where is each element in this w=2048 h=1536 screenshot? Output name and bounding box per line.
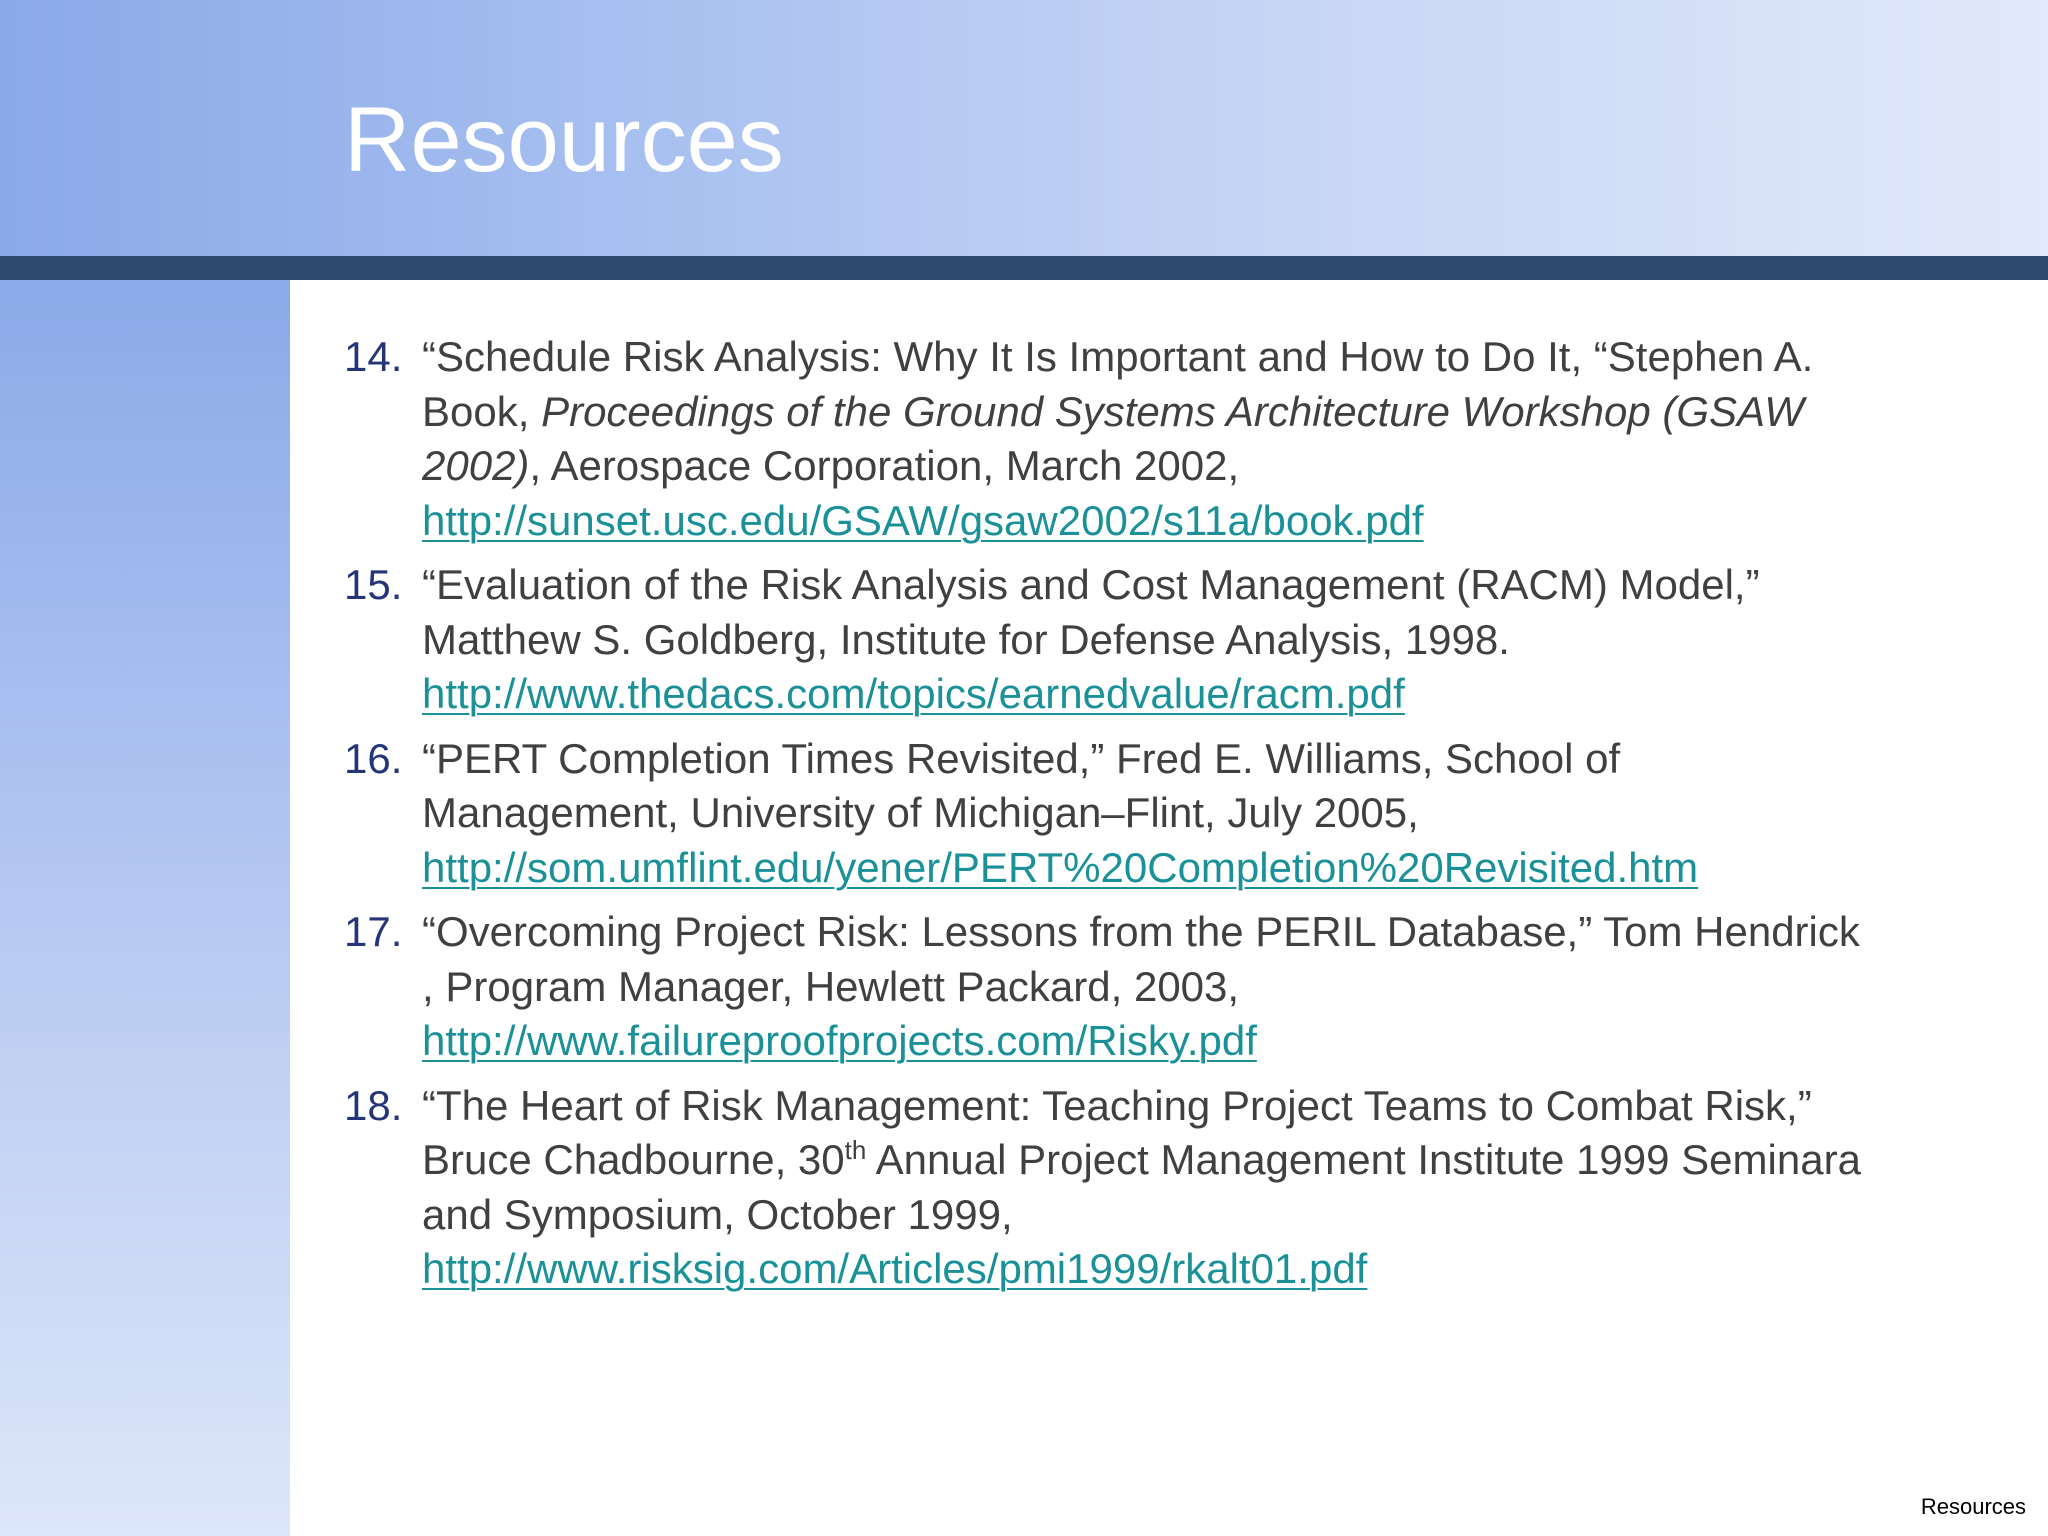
reference-text: Book, xyxy=(422,387,542,435)
reference-text: “PERT Completion Times Revisited,” Fred E. Williams, School of xyxy=(422,734,1621,782)
left-side-panel xyxy=(0,280,290,1536)
reference-item-16 xyxy=(344,732,2004,896)
reference-text: “Schedule Risk Analysis: Why It Is Important and How to Do It, “Stephen A. xyxy=(422,333,1814,380)
reference-italic-title: 2002) xyxy=(422,442,530,489)
reference-number: 18. xyxy=(344,1081,403,1129)
reference-item-18 xyxy=(344,1079,2004,1297)
header-divider-bar xyxy=(0,256,2048,280)
reference-number: 14. xyxy=(344,333,403,380)
reference-text: Management, University of Michigan–Flint, July 2005, xyxy=(422,789,1419,836)
reference-text: Bruce Chadbourne, 30 xyxy=(422,1136,845,1183)
reference-number: 17. xyxy=(344,908,403,955)
reference-item-17 xyxy=(344,905,2004,1069)
reference-text: “Overcoming Project Risk: Lessons from the PERIL Database,” Tom Hendrick xyxy=(422,908,1860,955)
reference-list xyxy=(344,330,2004,1307)
reference-number: 16. xyxy=(344,734,403,782)
reference-item-15 xyxy=(344,558,2004,722)
footer-label: Resources xyxy=(1920,1494,2026,1519)
reference-link[interactable]: http://www.thedacs.com/topics/earnedvalue/racm.pdf xyxy=(422,670,1405,717)
reference-number: 15. xyxy=(344,561,403,608)
reference-link[interactable]: http://sunset.usc.edu/GSAW/gsaw2002/s11a/book.pdf xyxy=(422,496,1424,544)
reference-text: Matthew S. Goldberg, Institute for Defense Analysis, 1998. xyxy=(422,615,1510,663)
header-band xyxy=(0,0,2048,256)
reference-link[interactable]: http://som.umflint.edu/yener/PERT%20Completion%20Revisited.htm xyxy=(422,843,1699,891)
reference-text: , Aerospace Corporation, March 2002, xyxy=(529,442,1240,489)
reference-item-14 xyxy=(344,330,2004,548)
reference-text: Annual Project Management Institute 1999 Seminara xyxy=(866,1136,1861,1183)
reference-italic-title: Proceedings of the Ground Systems Architecture Workshop (GSAW xyxy=(541,387,1804,435)
reference-link[interactable]: http://www.failureproofprojects.com/Risky.pdf xyxy=(422,1017,1257,1064)
reference-text: “The Heart of Risk Management: Teaching Project Teams to Combat Risk,” xyxy=(422,1081,1812,1129)
slide-title: Resources xyxy=(344,89,784,191)
reference-text: “Evaluation of the Risk Analysis and Cost Management (RACM) Model,” xyxy=(422,561,1760,608)
ordinal-superscript: th xyxy=(844,1135,867,1165)
reference-text: and Symposium, October 1999, xyxy=(422,1190,1013,1238)
reference-text: , Program Manager, Hewlett Packard, 2003, xyxy=(422,962,1240,1010)
reference-link[interactable]: http://www.risksig.com/Articles/pmi1999/rkalt01.pdf xyxy=(422,1245,1368,1292)
